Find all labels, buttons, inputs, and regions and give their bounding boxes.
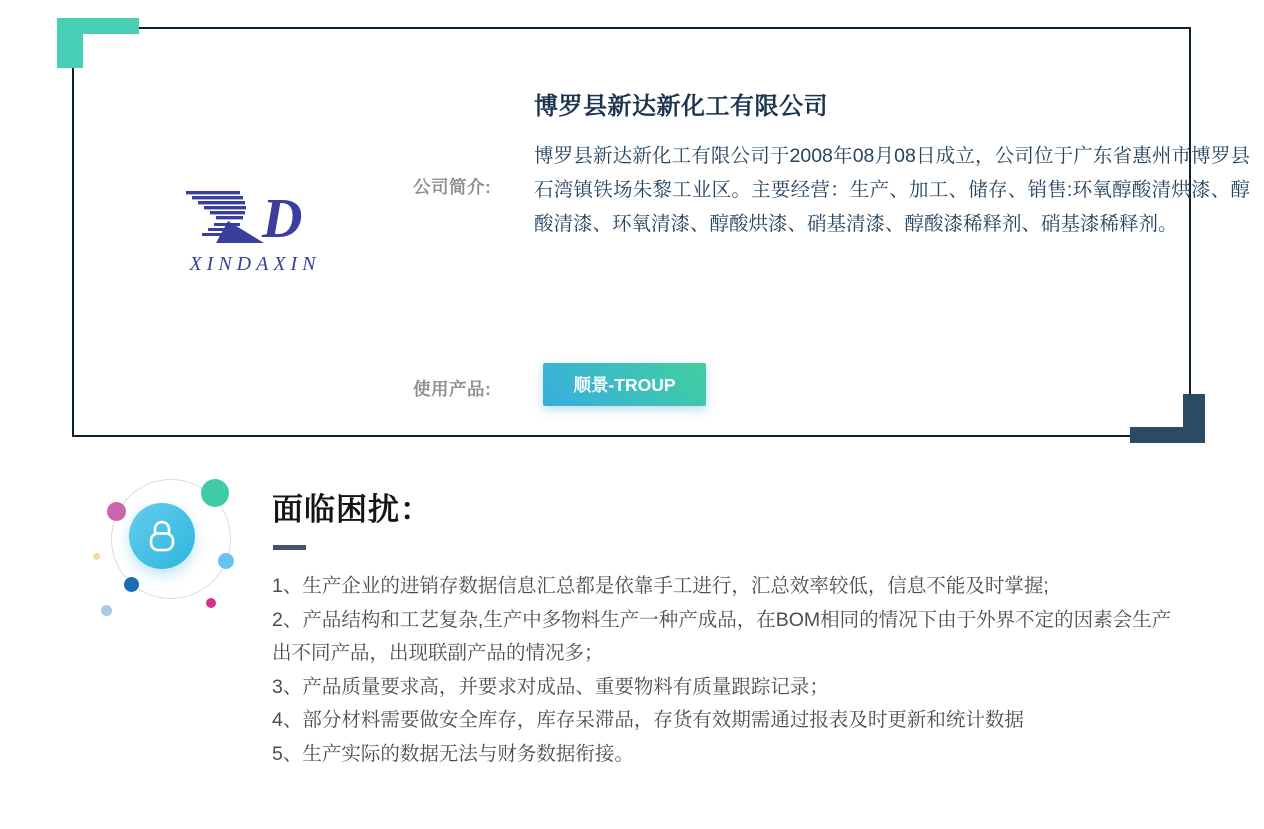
product-badge-button[interactable]: 顺景-TROUP: [543, 363, 706, 406]
decor-dot-magenta: [206, 598, 216, 608]
decor-dot-cream: [93, 553, 100, 560]
challenges-heading: 面临困扰：: [272, 492, 432, 527]
company-card: [72, 27, 1250, 437]
company-description: 博罗县新达新化工有限公司于2008年08月08日成立，公司位于广东省惠州市博罗县石湾镇铁场朱黎工业区。主要经营：生产、加工、储存、销售:环氧醇酸清烘漆、醇酸清漆、环氧清漆、醇酸烘漆、硝基清漆、醇酸漆稀释剂、硝基漆稀释剂。: [534, 145, 1250, 235]
lock-badge-graphic: [80, 450, 290, 650]
challenge-item: 5、生产实际的数据无法与财务数据衔接。: [272, 742, 634, 765]
logo-wordmark: XINDAXIN: [189, 253, 321, 275]
decor-dot-lightblue: [218, 553, 234, 569]
heading-dash-divider: [273, 545, 306, 550]
lock-icon: [141, 515, 183, 557]
product-used-label: 使用产品:: [413, 379, 492, 399]
decor-dot-steelblue: [101, 605, 112, 616]
challenge-list: [272, 570, 1177, 771]
challenge-item: 1、生产企业的进销存数据信息汇总都是依靠手工进行，汇总效率较低，信息不能及时掌握;: [272, 575, 1049, 597]
challenge-item: 4、部分材料需要做安全库存，库存呆滞品，存货有效期需通过报表及时更新和统计数据: [272, 709, 1024, 731]
challenge-item: 3、产品质量要求高，并要求对成品、重要物料有质量跟踪记录；: [272, 675, 829, 698]
decor-dot-teal: [201, 479, 229, 507]
badge-circle: [129, 503, 195, 569]
company-logo: [170, 181, 340, 276]
company-name-title: 博罗县新达新化工有限公司: [534, 93, 828, 120]
navy-corner-accent-vertical: [1183, 394, 1205, 443]
svg-text:D: D: [262, 188, 303, 250]
xindaxin-logo-icon: [170, 181, 340, 276]
teal-corner-accent-vertical: [57, 18, 83, 68]
company-intro-label: 公司简介:: [413, 177, 492, 197]
decor-dot-pink: [107, 502, 126, 521]
challenge-item: 2、产品结构和工艺复杂,生产中多物料生产一种产成品，在BOM相同的情况下由于外界不定的因素会生产出不同产品，出现联副产品的情况多；: [272, 608, 1172, 664]
decor-dot-darkblue: [124, 577, 139, 592]
